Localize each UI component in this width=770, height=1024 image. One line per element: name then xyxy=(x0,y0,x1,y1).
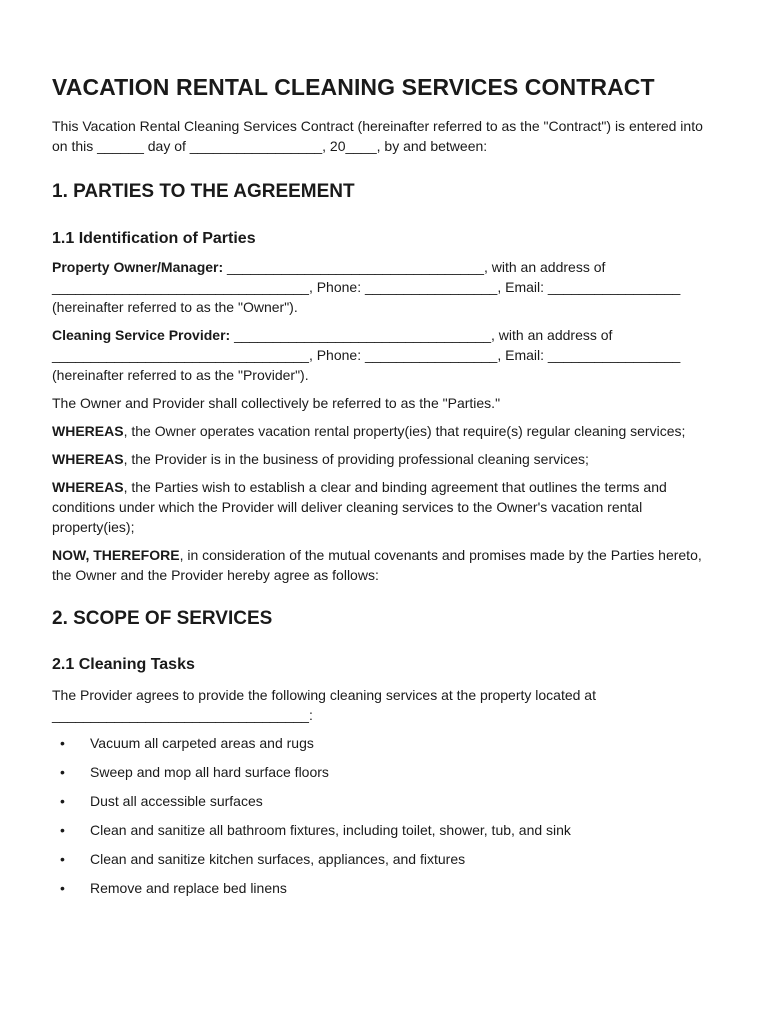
owner-label: Property Owner/Manager: xyxy=(52,259,224,275)
whereas-label: WHEREAS xyxy=(52,423,124,439)
section-2-heading: 2. SCOPE OF SERVICES xyxy=(52,608,273,629)
whereas-label: WHEREAS xyxy=(52,479,124,495)
document-title: VACATION RENTAL CLEANING SERVICES CONTRACT xyxy=(52,74,655,100)
intro-paragraph: This Vacation Rental Cleaning Services Contract (hereinafter referred to as the "Contract") is entered into on this ______ day of _________________, 20____, by and between: xyxy=(52,118,703,154)
list-item xyxy=(52,820,710,840)
list-item-text: Vacuum all carpeted areas and rugs xyxy=(90,735,314,751)
whereas-paragraph-2 xyxy=(52,449,710,469)
whereas-paragraph-3 xyxy=(52,477,710,537)
bullet-icon: • xyxy=(60,764,65,780)
whereas-text: , the Owner operates vacation rental property(ies) that require(s) regular cleaning services; xyxy=(123,423,686,439)
list-item xyxy=(52,791,710,811)
provider-label: Cleaning Service Provider: xyxy=(52,327,231,343)
bullet-icon: • xyxy=(60,735,65,751)
now-therefore-text: , in consideration of the mutual covenants and promises made by the Parties hereto, the Owner and the Provider hereby agree as follows: xyxy=(52,547,702,583)
cleaning-task-list xyxy=(52,733,710,898)
list-item-text: Clean and sanitize kitchen surfaces, appliances, and fixtures xyxy=(90,851,466,867)
section-1-heading: 1. PARTIES TO THE AGREEMENT xyxy=(52,181,355,202)
bullet-icon: • xyxy=(60,880,65,896)
bullet-icon: • xyxy=(60,793,65,809)
tasks-intro: The Provider agrees to provide the following cleaning services at the property located at _________________________________: xyxy=(52,687,596,723)
list-item-text: Dust all accessible surfaces xyxy=(90,793,263,809)
list-item-text: Sweep and mop all hard surface floors xyxy=(90,764,329,780)
section-1-1-heading: 1.1 Identification of Parties xyxy=(52,230,256,247)
owner-text: _________________________________, with an address of _________________________________, Phone: _________________, Email: _________________ (hereinafter referred to as the "Owner"). xyxy=(52,259,681,315)
owner-paragraph xyxy=(52,257,710,317)
list-item xyxy=(52,878,710,898)
now-therefore-label: NOW, THEREFORE xyxy=(52,547,180,563)
list-item-text: Clean and sanitize all bathroom fixtures, including toilet, shower, tub, and sink xyxy=(90,822,571,838)
whereas-paragraph-1 xyxy=(52,421,710,441)
provider-paragraph xyxy=(52,325,710,385)
list-item xyxy=(52,733,710,753)
whereas-text: , the Provider is in the business of providing professional cleaning services; xyxy=(123,451,589,467)
list-item xyxy=(52,762,710,782)
list-item-text: Remove and replace bed linens xyxy=(90,880,287,896)
section-2-1-heading: 2.1 Cleaning Tasks xyxy=(52,656,195,673)
now-therefore-paragraph xyxy=(52,545,710,585)
provider-text: _________________________________, with an address of _________________________________, Phone: _________________, Email: _________________ (hereinafter referred to as the "Provider"). xyxy=(52,327,681,383)
whereas-text: , the Parties wish to establish a clear and binding agreement that outlines the terms and conditions under which the Provider will deliver cleaning services to the Owner's vacation rental property(ies); xyxy=(52,479,667,535)
bullet-icon: • xyxy=(60,822,65,838)
whereas-label: WHEREAS xyxy=(52,451,124,467)
bullet-icon: • xyxy=(60,851,65,867)
list-item xyxy=(52,849,710,869)
parties-note: The Owner and Provider shall collectively be referred to as the "Parties." xyxy=(52,395,501,411)
